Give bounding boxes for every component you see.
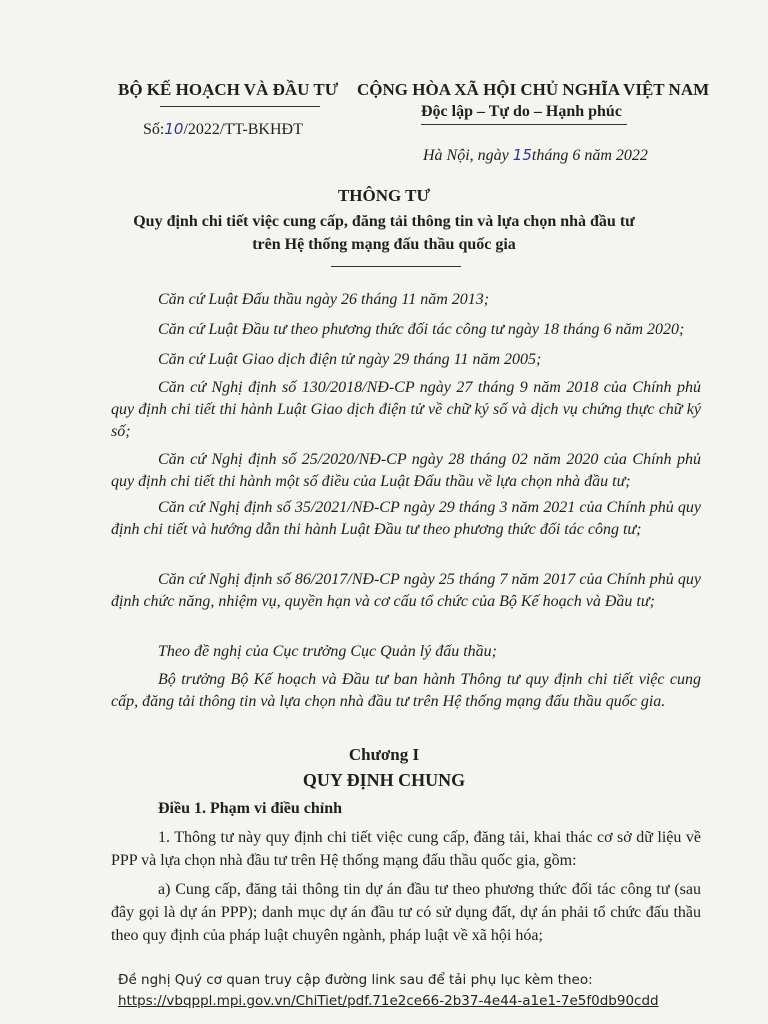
- article-1-clause-1a: [111, 878, 701, 947]
- preamble-1: [111, 289, 701, 311]
- nation-name: CỘNG HÒA XÃ HỘI CHỦ NGHĨA VIỆT NAM: [357, 80, 710, 99]
- preamble-8: [111, 641, 701, 663]
- doc-number-suffix: /2022/TT-BKHĐT: [183, 121, 303, 138]
- preamble-9: [111, 669, 701, 713]
- preamble-7: [111, 569, 701, 613]
- document-type: THÔNG TƯ: [337, 186, 431, 205]
- place-date-day-handwritten: 15: [512, 146, 532, 164]
- clause-text: 1. Thông tư này quy định chi tiết việc cung cấp, đăng tải, khai thác cơ sở dữ liệu về PPP và lựa chọn nhà đầu tư trên Hệ thống mạng đấu thầu quốc gia, gồm:: [111, 829, 701, 869]
- preamble-text: Bộ trưởng Bộ Kế hoạch và Đầu tư ban hành Thông tư quy định chi tiết việc cung cấp, đăng tải thông tin và lựa chọn nhà đầu tư trên Hệ thống mạng đấu thầu quốc gia.: [111, 671, 701, 710]
- chapter-title: QUY ĐỊNH CHUNG: [302, 770, 466, 790]
- preamble-text: Căn cứ Luật Đầu tư theo phương thức đối tác công tư ngày 18 tháng 6 năm 2020;: [158, 321, 685, 338]
- preamble-6: [111, 497, 701, 541]
- doc-number-handwritten: 10: [164, 120, 184, 138]
- place-date-suffix: tháng 6 năm 2022: [531, 147, 648, 164]
- preamble-text: Căn cứ Luật Đấu thầu ngày 26 tháng 11 năm 2013;: [158, 291, 490, 308]
- article-1-clause-1: [111, 826, 701, 872]
- place-date-prefix: Hà Nội, ngày: [423, 147, 509, 164]
- doc-number-prefix: Số:: [143, 121, 165, 138]
- place-date: [423, 146, 648, 165]
- preamble-text: Căn cứ Nghị định số 25/2020/NĐ-CP ngày 28 tháng 02 năm 2020 của Chính phủ quy định chi tiết thi hành một số điều của Luật Đấu thầu về lựa chọn nhà đầu tư;: [111, 451, 701, 490]
- preamble-2: [111, 319, 701, 341]
- ministry-name: BỘ KẾ HOẠCH VÀ ĐẦU TƯ: [118, 80, 339, 99]
- subject-line-2: trên Hệ thống mạng đấu thầu quốc gia: [252, 236, 516, 253]
- footer-note: Đề nghị Quý cơ quan truy cập đường link sau để tải phụ lục kèm theo:: [118, 972, 593, 988]
- ministry-underline: [160, 106, 320, 107]
- preamble-5: [111, 449, 701, 493]
- subject-line-1: Quy định chi tiết việc cung cấp, đăng tải thông tin và lựa chọn nhà đầu tư: [133, 213, 635, 230]
- preamble-text: Theo đề nghị của Cục trưởng Cục Quản lý đấu thầu;: [158, 643, 498, 660]
- motto-underline: [421, 124, 627, 125]
- national-motto: Độc lập – Tự do – Hạnh phúc: [421, 103, 622, 120]
- title-divider: [331, 266, 461, 267]
- preamble-3: [111, 349, 701, 371]
- clause-text: a) Cung cấp, đăng tải thông tin dự án đầu tư theo phương thức đối tác công tư (sau đây gọi là dự án PPP); danh mục dự án đầu tư có sử dụng đất, dự án phải tổ chức đấu thầu theo quy định của pháp luật chuyên ngành, pháp luật về xã hội hóa;: [111, 881, 701, 944]
- article-1-heading: Điều 1. Phạm vi điều chỉnh: [158, 800, 343, 817]
- preamble-text: Căn cứ Nghị định số 130/2018/NĐ-CP ngày 27 tháng 9 năm 2018 của Chính phủ quy định chi tiết thi hành Luật Giao dịch điện tử về chữ ký số và dịch vụ chứng thực chữ ký số;: [111, 379, 701, 440]
- chapter-number: Chương I: [348, 745, 420, 764]
- preamble-text: Căn cứ Luật Giao dịch điện tử ngày 29 tháng 11 năm 2005;: [158, 351, 542, 368]
- preamble-4: [111, 377, 701, 443]
- preamble-text: Căn cứ Nghị định số 35/2021/NĐ-CP ngày 29 tháng 3 năm 2021 của Chính phủ quy định chi tiết và hướng dẫn thi hành Luật Đầu tư theo phương thức đối tác công tư;: [111, 499, 701, 538]
- appendix-link[interactable]: https://vbqppl.mpi.gov.vn/ChiTiet/pdf.71e2ce66-2b37-4e44-a1e1-7e5f0db90cdd: [118, 993, 659, 1009]
- document-number: [143, 120, 303, 139]
- preamble-text: Căn cứ Nghị định số 86/2017/NĐ-CP ngày 25 tháng 7 năm 2017 của Chính phủ quy định chức năng, nhiệm vụ, quyền hạn và cơ cấu tổ chức của Bộ Kế hoạch và Đầu tư;: [111, 571, 701, 610]
